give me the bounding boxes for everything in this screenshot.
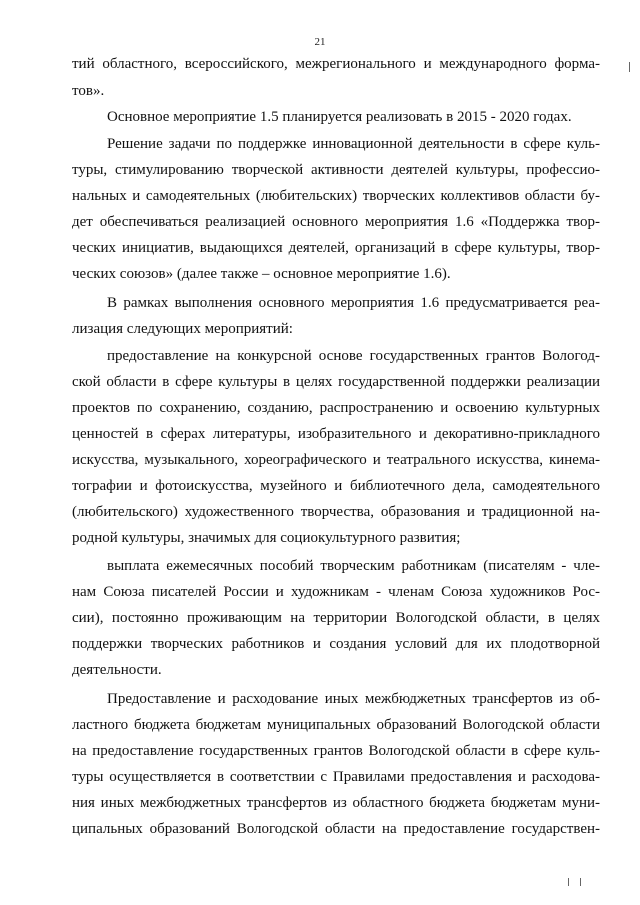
text-line: проектов по сохранению, созданию, распространению и освоению культурных: [72, 400, 600, 416]
scan-mark: [568, 878, 569, 886]
scan-mark: [580, 878, 581, 886]
text-line: деятельности.: [72, 662, 162, 678]
scan-mark: [629, 62, 630, 72]
text-line: предоставление на конкурсной основе государственных грантов Вологод-: [107, 348, 600, 364]
text-line: искусства, музыкального, хореографического и театрального искусства, кинема-: [72, 452, 600, 468]
text-line: ской области в сфере культуры в целях государственной поддержки реализации: [72, 374, 600, 390]
text-line: Предоставление и расходование иных межбюджетных трансфертов из об-: [107, 691, 600, 707]
text-line: туры, стимулированию творческой активности деятелей культуры, профессио-: [72, 162, 600, 178]
text-line: ценностей в сферах литературы, изобразительного и декоративно-прикладного: [72, 426, 600, 442]
page-number: 21: [314, 36, 326, 48]
text-line: (любительского) художественного творчества, образования и традиционной на-: [72, 504, 600, 520]
text-line: выплата ежемесячных пособий творческим работникам (писателям - чле-: [107, 558, 600, 574]
text-line: дет обеспечиваться реализацией основного мероприятия 1.6 «Поддержка твор-: [72, 214, 600, 230]
text-line: лизация следующих мероприятий:: [72, 321, 293, 337]
text-line: тов».: [72, 83, 105, 99]
text-line: ческих инициатив, выдающихся деятелей, организаций в сфере культуры, твор-: [72, 240, 600, 256]
text-line: нам Союза писателей России и художникам - членам Союза художников Рос-: [72, 584, 600, 600]
text-line: В рамках выполнения основного мероприятия 1.6 предусматривается реа-: [107, 295, 600, 311]
text-line: родной культуры, значимых для социокультурного развития;: [72, 530, 461, 546]
text-line: Решение задачи по поддержке инновационной деятельности в сфере куль-: [107, 136, 600, 152]
text-line: туры осуществляется в соответствии с Правилами предоставления и расходова-: [72, 769, 600, 785]
text-line: нальных и самодеятельных (любительских) творческих коллективов области бу-: [72, 188, 600, 204]
text-line: тографии и фотоискусства, музейного и библиотечного дела, самодеятельного: [72, 478, 600, 494]
text-line: ципальных образований Вологодской области на предоставление государствен-: [72, 821, 600, 837]
text-line: ния иных межбюджетных трансфертов из областного бюджета бюджетам муни-: [72, 795, 600, 811]
text-line: Основное мероприятие 1.5 планируется реализовать в 2015 - 2020 годах.: [107, 109, 572, 125]
text-line: сии), постоянно проживающим на территории Вологодской области, в целях: [72, 610, 600, 626]
text-line: ческих союзов» (далее также – основное мероприятие 1.6).: [72, 266, 451, 282]
text-line: поддержки творческих работников и создания условий для их плодотворной: [72, 636, 600, 652]
text-line: тий областного, всероссийского, межрегионального и международного форма-: [72, 56, 600, 72]
text-line: на предоставление государственных грантов Вологодской области в сфере куль-: [72, 743, 600, 759]
text-line: ластного бюджета бюджетам муниципальных образований Вологодской области: [72, 717, 600, 733]
